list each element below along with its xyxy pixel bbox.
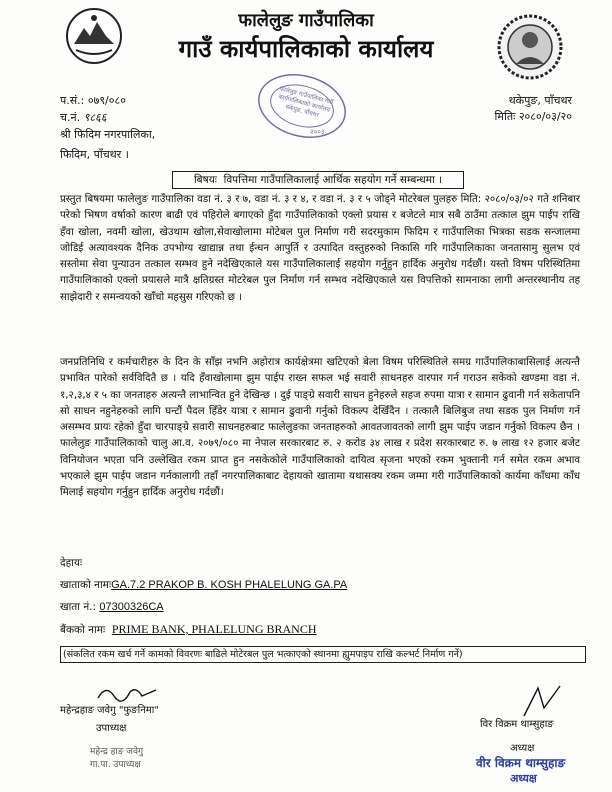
seal-year: २००३: [310, 128, 325, 136]
right-stamp-line2: अध्यक्ष: [510, 772, 537, 785]
usage-note: (संकलित रकम खर्च गर्ने कामको विवरणः बाढिले मोटेरबल पुल भत्काएको स्थानमा ह्युमपाइप राखि कल्भर्ट निर्माण गर्ने): [60, 646, 586, 663]
account-no-label: खाता नं.:: [60, 601, 97, 613]
office-name: गाउँ कार्यपालिकाको कार्यालय: [178, 35, 434, 63]
date-value: २०८०/०३/२०: [518, 110, 572, 123]
seal-text: फालेलुङ गाउँपालिका गाउँ कार्यपालिकाको कार्यालय थकेपुङ, पाँचथर: [277, 85, 334, 120]
left-signature-icon: [96, 682, 166, 704]
office-seal: [252, 68, 352, 143]
details-heading: देहायः: [60, 557, 83, 569]
account-name-label: खाताको नामः: [60, 579, 112, 591]
ref-ps: [60, 94, 126, 108]
subject-label: बिषयः: [193, 174, 217, 186]
body-paragraph-2: जनप्रतिनिधि र कर्मचारीहरु के दिन के साँझ नभनि अहोरात्र कार्यक्षेत्रमा खटिएको बेला विषम परिस्थितिले समग्र गाउँपालिकाबासिलाई अत्यन्तै प्रभावित पारेको सर्वविदितै छ । यदि हँवाखोलामा झुम पाईप राख्न सफल भई सवारी साधनहरु वारपार गर्न गराउन सकेको खण्डमा वडा नं. १,२,३,४ र ५ का जनताहरु अत्यन्तै लाभान्वित हुने देखिन्छ । दुई पाङ्ग्रे सवारी साधन हुनेहरुले सहज रुपमा यात्रा र सामान ढुवानी गर्न सकेतापनि सो साधन नहुनेहरुको लागि घन्टौं पैदल हिँडेर यात्रा र सामान ढुवानी गर्नुको विकल्प देखिँदैन । तत्कालै बिलिबुज तथा सडक पुल निर्माण गर्न असम्भव प्रायः रहेको हुँदा चारपाङ्ग्रे सवारी साधनहरुबाट फालेलुङका जनताहरुको आवतजावतको लागी झुम पाईप जडान गर्नुको विकल्प छैन । फालेलुङ गाउँपालिकाको चालु आ.व. २०७९/०८० मा नेपाल सरकारबाट रु. २ करोड ३४ लाख र प्रदेश सरकारबाट रु. ७ लाख १२ हजार बजेट विनियोजन भएता पनि उल्लेखित रकम प्राप्त हुन नसकेकोले गाउँपालिकाको दायित्व सृजना भएको रकम भुक्तानी गर्न समेत रकम अभाव भएकाले झुम पाईप जडान गर्नकालागी तहाँ नगरपालिकाबाट देहायको खातामा यथासक्य रकम जम्मा गरी गाउँपालिकाको कार्यमा काँधमा काँध मिलाई सहयोग गर्नुहुन हार्दिक अनुरोध गर्दछौं।: [60, 357, 580, 499]
left-stamp-line1: महेन्द्र हाङ जवेगु: [90, 747, 144, 757]
account-name-row: [60, 578, 347, 592]
bank-row: [60, 622, 317, 637]
subject-box: [172, 171, 464, 189]
municipality-logo-icon: [497, 12, 563, 82]
right-stamp-line1: वीर विक्रम थाम्सुहाङ: [476, 756, 566, 770]
cn-label: च.नं.: [60, 111, 81, 124]
ps-label: प.सं.:: [60, 94, 85, 107]
recipient-line1: श्री फिदिम नगरपालिका,: [60, 128, 156, 141]
account-no: 07300326CA: [99, 601, 164, 613]
account-name: GA.7.2 PRAKOP B. KOSH PHALELUNG GA.PA: [111, 579, 348, 591]
left-stamp-line2: गा.पा. उपाध्यक्ष: [90, 760, 141, 770]
bank-label: बैंकको नामः: [60, 624, 106, 636]
left-signer-title: उपाध्यक्ष: [96, 723, 127, 734]
recipient-line2: फिदिम, पाँचथर ।: [60, 148, 129, 161]
right-signer-title: अध्यक्ष: [510, 743, 535, 754]
subject-text: विपत्तिमा गाउँपालिकालाई आर्थिक सहयोग गर्ने सम्बन्धमा ।: [223, 174, 443, 186]
body-paragraph-1: प्रस्तुत बिषयमा फालेलुङ गाउँपालिका वडा नं. ३ र ७, वडा नं. ३ र ४, र वडा नं. ३ र ५ जोड्ने मोटरेबल पुलहरु मिति: २०८०/०३/०२ गते शनिबार परेको भिषण वर्षाको कारण बाढी एवं पहिरोले बगाएको हुँदा गाउँपालिकाको एक्लो प्रयास र बजेटले मात्र सबै ठाउँमा तत्काल झुम पाईप राखि हँवा खोला, नवमी खोला, खेउथाम खोला,सेवाखोलामा मोटेबल पुल निर्माण गरी सदरमुकाम फिदिम र गाउँपालिका भित्रका सडक सन्जालमा जोडिई अत्यावश्यक दैनिक उपभोग्य खाद्यान्न तथा ईन्धन आपुर्ति र उत्पादित वस्तुहरुको निकासि गरि गाउँपालिकाका जनतासामु सुलभ एवं सस्तोमा सेवा पुन्याउन तत्काल सम्भव हुने नदेखिएकाले यस गाउँपालिकालाई सहयोग गर्नुहुन हार्दिक अनुरोध गर्दछौं। यस्तो विषम परिस्थितिमा गाउँपालिकाको एक्लो प्रयासले मात्रै क्षतिग्रस्त मोटरेबल पुल निर्माण गर्न सम्भव नदेखिएकाले यस विपत्तिको सामनाका लागी अन्तरस्थानीय तह साझेदारी र समन्वयको खाँचो महसुस गरिएको छ ।: [60, 194, 580, 303]
left-signer-name: महेन्द्रहाङ जवेगु "फुङनिमा": [60, 705, 159, 716]
letter-date: [495, 110, 572, 124]
ref-cn: [60, 111, 106, 125]
municipality-name: फालेलुङ गाउँपालिका: [238, 10, 374, 31]
account-no-row: [60, 600, 164, 614]
right-signer-name: विर विक्रम थाम्सुहाङ: [480, 719, 554, 730]
bank-name: PRIME BANK, PHALELUNG BRANCH: [111, 622, 317, 636]
date-label: मितिः: [494, 110, 516, 123]
office-location: थकेपुङ, पाँचथर: [508, 94, 572, 107]
ps-value: ०७९/०८०: [87, 94, 126, 107]
cn-value: ९८६६: [83, 111, 107, 124]
